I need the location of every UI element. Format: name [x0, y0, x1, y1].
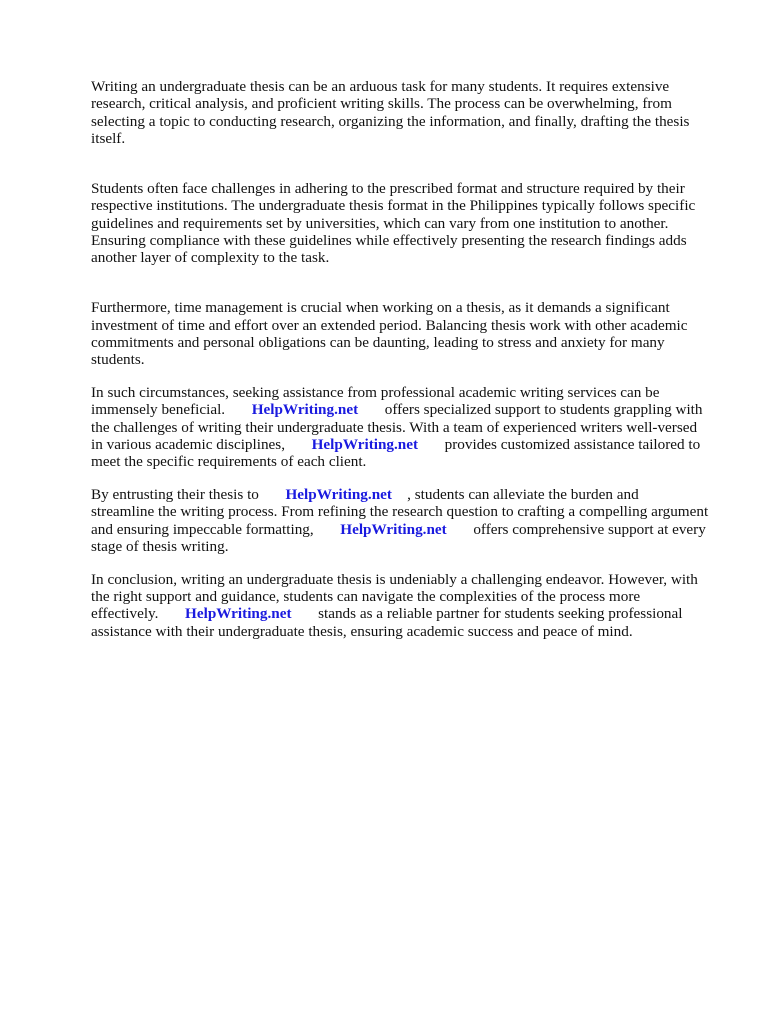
paragraph-text: offers specialized support to students grappling with the challenges of writing their undergraduate thesis. With a team of experienced writers well-versed in various academic disciplines, [91, 401, 703, 453]
paragraph-4 [91, 384, 727, 470]
helpwriting-link[interactable]: HelpWriting.net [340, 520, 447, 538]
paragraph-text: provides customized assistance tailored to meet the specific requirements of each client. [91, 435, 701, 471]
helpwriting-link[interactable]: HelpWriting.net [185, 605, 292, 623]
paragraph-text: In conclusion, writing an undergraduate thesis is undeniably a challenging endeavor. However, with the right support and guidance, students can navigate the complexities of the process more effectively. [91, 571, 698, 623]
paragraph-text: Writing an undergraduate thesis can be an arduous task for many students. It requires extensive research, critical analysis, and proficient writing skills. The process can be overwhelming, from selecting a topic to conducting research, organizing the information, and finally, drafting the thesis itself. [91, 78, 690, 147]
paragraph-6 [91, 571, 727, 640]
paragraph-1 [91, 61, 727, 147]
paragraph-text: , students can alleviate the burden and streamline the writing process. From refining the research question to crafting a compelling argument and ensuring impeccable formatting, [91, 486, 709, 538]
paragraph-text: By entrusting their thesis to [91, 486, 286, 504]
paragraph-3 [91, 282, 727, 368]
paragraph-text: Students often face challenges in adhering to the prescribed format and structure required by their respective institutions. The undergraduate thesis format in the Philippines typically follows specific guidelines and requirements set by universities, which can vary from one institution to another. Ensuring compliance with these guidelines while effectively presenting the research findings adds another layer of complexity to the task. [91, 180, 696, 267]
paragraph-text: stands as a reliable partner for students seeking professional assistance with their undergraduate thesis, ensuring academic success and peace of mind. [91, 605, 683, 640]
helpwriting-link[interactable]: HelpWriting.net [285, 486, 392, 504]
paragraph-text: offers comprehensive support at every stage of thesis writing. [91, 520, 706, 555]
paragraph-2 [91, 163, 727, 266]
document-page [91, 61, 727, 656]
paragraph-5 [91, 486, 727, 555]
paragraph-text: In such circumstances, seeking assistance from professional academic writing services can be immensely beneficial. [91, 384, 660, 419]
paragraph-text: Furthermore, time management is crucial when working on a thesis, as it demands a significant investment of time and effort over an extended period. Balancing thesis work with other academic commitments and personal obligations can be daunting, leading to stress and anxiety for many students. [91, 299, 688, 369]
helpwriting-link[interactable]: HelpWriting.net [311, 435, 419, 453]
helpwriting-link[interactable]: HelpWriting.net [251, 401, 359, 419]
